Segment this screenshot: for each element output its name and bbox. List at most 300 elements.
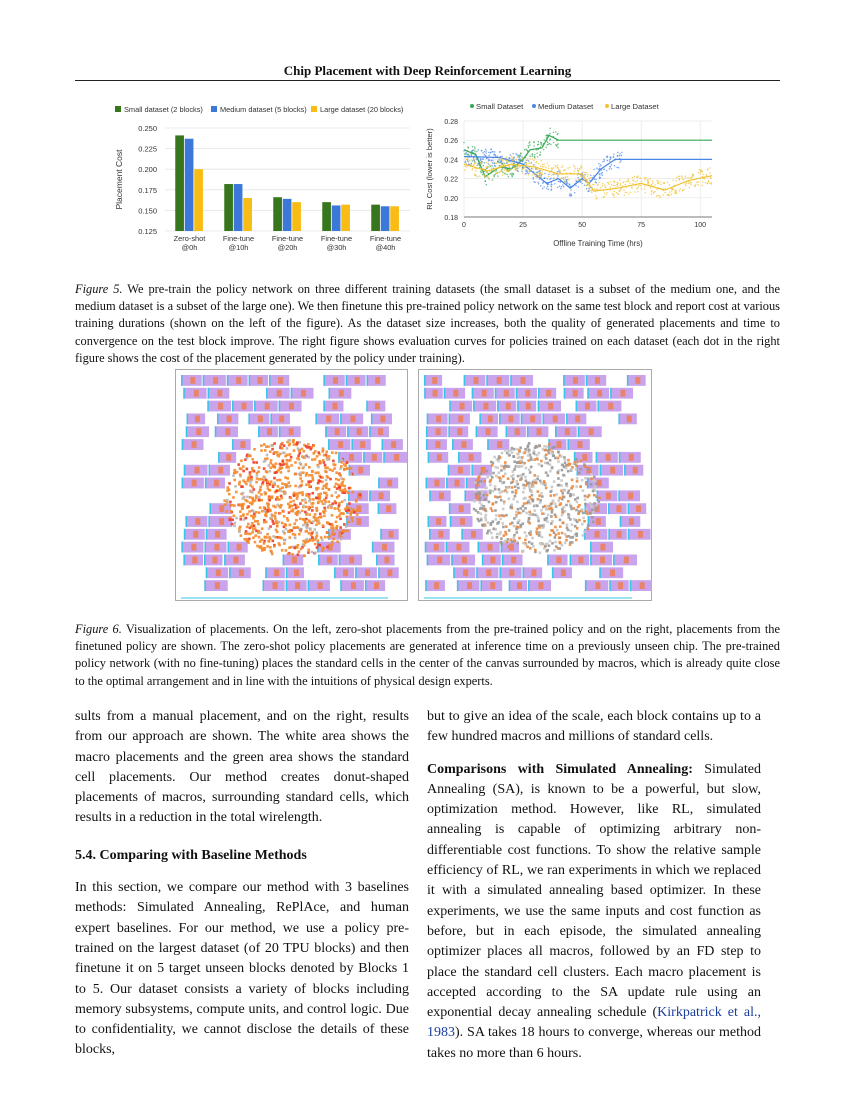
macro-pin: [213, 377, 218, 384]
scatter-point: [494, 151, 496, 153]
standard-cell: [489, 484, 492, 487]
standard-cell: [266, 533, 269, 536]
macro-pin-edge: [618, 490, 620, 501]
standard-cell: [478, 493, 481, 496]
scatter-point: [559, 170, 561, 172]
scatter-point: [619, 153, 621, 155]
standard-cell: [311, 505, 314, 508]
scatter-point: [463, 150, 465, 152]
scatter-point: [499, 151, 501, 153]
macro-pin: [526, 403, 531, 410]
macro-pin: [455, 480, 460, 487]
standard-cell: [564, 533, 567, 536]
macro-pin: [548, 403, 553, 410]
standard-cell: [524, 539, 527, 542]
macro-pin-edge: [338, 452, 340, 463]
scatter-point: [548, 174, 550, 176]
macro-pin-edge: [184, 529, 186, 540]
standard-cell: [270, 444, 273, 447]
scatter-point: [531, 154, 533, 156]
standard-cell: [554, 502, 557, 505]
scatter-point: [527, 145, 529, 147]
standard-cell: [303, 554, 306, 557]
scatter-point: [651, 193, 653, 195]
macro-pin: [521, 377, 526, 384]
scatter-point: [557, 175, 559, 177]
standard-cell: [266, 457, 269, 460]
macro-pin: [267, 428, 272, 435]
standard-cell: [495, 501, 498, 504]
standard-cell: [502, 475, 505, 478]
macro-pin: [594, 531, 599, 538]
standard-cell: [228, 482, 231, 485]
standard-cell: [479, 501, 482, 504]
standard-cell: [515, 511, 518, 514]
standard-cell: [584, 503, 587, 506]
standard-cell: [536, 457, 539, 460]
scatter-point: [611, 168, 613, 170]
scatter-point: [685, 177, 687, 179]
standard-cell: [325, 486, 328, 489]
macro-pin: [578, 557, 583, 564]
macro-pin: [217, 390, 222, 397]
figure5-caption-text: We pre-train the policy network on three different training datasets (the small dataset is a subset of the medium one, and the medium dataset is a subset of the large one). We then finetune this pre-trained policy network on the same test block and report cost at various training durations (shown on the left of the figure). As the dataset size increases, both the quality of generated placements and time to convergence on the test block improve. The right figure shows evaluation curves for policies trained on each dataset (each dot in the right figure shows the cost of the placement generated by the policy under training).: [75, 282, 780, 365]
standard-cell: [314, 543, 317, 546]
standard-cell: [308, 500, 311, 503]
scatter-point: [603, 169, 605, 171]
scatter-point: [501, 162, 503, 164]
macro-pin-edge: [486, 375, 488, 386]
x-tick-label: 100: [694, 222, 707, 229]
scatter-point: [699, 169, 701, 171]
standard-cell: [552, 455, 555, 458]
standard-cell: [267, 503, 270, 506]
standard-cell: [534, 509, 537, 512]
paragraph-text: ). SA takes 18 hours to converge, whereas our method takes no more than 6 hours.: [427, 1025, 761, 1061]
standard-cell: [246, 513, 249, 516]
macro-pin-edge: [590, 542, 592, 553]
standard-cell: [575, 458, 578, 461]
scatter-point: [537, 182, 539, 184]
scatter-point: [635, 181, 637, 183]
scatter-point: [614, 181, 616, 183]
scatter-point: [581, 183, 583, 185]
macro-pin-edge: [265, 567, 267, 578]
standard-cell: [344, 508, 347, 511]
macro-pin: [629, 454, 634, 461]
standard-cell: [229, 518, 232, 521]
standard-cell: [244, 499, 247, 502]
macro-pin: [273, 582, 278, 589]
macro-pin: [457, 428, 462, 435]
scatter-point: [557, 171, 559, 173]
standard-cell: [269, 450, 272, 453]
standard-cell: [322, 487, 325, 490]
standard-cell: [569, 530, 572, 533]
scatter-point: [551, 184, 553, 186]
standard-cell: [346, 516, 349, 519]
macro-pin-edge: [340, 413, 342, 424]
macro-pin-edge: [383, 452, 385, 463]
scatter-point: [637, 180, 639, 182]
standard-cell: [237, 463, 240, 466]
macro-pin-edge: [224, 555, 226, 566]
standard-cell: [484, 516, 487, 519]
standard-cell: [545, 457, 548, 460]
scatter-point: [624, 195, 626, 197]
standard-cell: [486, 476, 489, 479]
header-rule: [75, 80, 780, 81]
scatter-point: [533, 145, 535, 147]
standard-cell: [591, 509, 594, 512]
standard-cell: [559, 547, 562, 550]
scatter-point: [606, 170, 608, 172]
scatter-point: [492, 162, 494, 164]
standard-cell: [308, 493, 311, 496]
scatter-point: [685, 183, 687, 185]
macro-pin-edge: [323, 375, 325, 386]
macro-pin: [384, 557, 389, 564]
macro-pin: [436, 518, 441, 525]
standard-cell: [554, 541, 557, 544]
macro-pin-edge: [570, 555, 572, 566]
standard-cell: [336, 525, 339, 528]
standard-cell: [540, 509, 543, 512]
standard-cell: [503, 481, 506, 484]
standard-cell: [328, 488, 331, 491]
scatter-point: [678, 178, 680, 180]
scatter-point: [589, 182, 591, 184]
standard-cell: [288, 524, 291, 527]
standard-cell: [551, 542, 554, 545]
standard-cell: [525, 512, 528, 515]
macro-pin-edge: [427, 555, 429, 566]
macro-pin: [509, 569, 514, 576]
scatter-point: [528, 173, 530, 175]
standard-cell: [523, 502, 526, 505]
scatter-point: [708, 181, 710, 183]
scatter-point: [486, 167, 488, 169]
standard-cell: [303, 518, 306, 521]
standard-cell: [339, 517, 342, 520]
standard-cell: [296, 492, 299, 495]
series-line: [464, 164, 712, 191]
scatter-point: [474, 150, 476, 152]
zero-shot-placement-image: [175, 369, 408, 601]
scatter-point: [553, 132, 555, 134]
standard-cell: [332, 460, 335, 463]
scatter-point: [474, 146, 476, 148]
macro-pin: [387, 480, 392, 487]
standard-cell: [537, 520, 540, 523]
standard-cell: [529, 533, 532, 536]
standard-cell: [247, 523, 250, 526]
standard-cell: [494, 518, 497, 521]
standard-cell: [279, 467, 282, 470]
standard-cell: [554, 536, 557, 539]
macro-pin: [589, 428, 594, 435]
scatter-point: [678, 176, 680, 178]
macro-pin: [458, 467, 463, 474]
standard-cell: [293, 526, 296, 529]
standard-cell: [566, 485, 569, 488]
standard-cell: [343, 469, 346, 472]
standard-cell: [502, 526, 505, 529]
standard-cell: [243, 538, 246, 541]
scatter-point: [504, 169, 506, 171]
macro-pin-edge: [229, 567, 231, 578]
standard-cell: [492, 502, 495, 505]
scatter-point: [501, 155, 503, 157]
standard-cell: [579, 460, 582, 463]
macro-pin-edge: [347, 426, 349, 437]
standard-cell: [269, 550, 272, 553]
scatter-point: [547, 134, 549, 136]
scatter-point: [610, 186, 612, 188]
standard-cell: [517, 475, 520, 478]
standard-cell: [258, 496, 261, 499]
standard-cell: [517, 457, 520, 460]
scatter-point: [511, 165, 513, 167]
citation-link[interactable]: Kirkpatrick et al., 1983: [427, 1005, 761, 1041]
paragraph: [427, 760, 761, 1064]
standard-cell: [336, 496, 339, 499]
scatter-point: [525, 160, 527, 162]
macro-pin: [365, 569, 370, 576]
scatter-point: [617, 155, 619, 157]
standard-cell: [266, 454, 269, 457]
macro-pin-edge: [587, 388, 589, 399]
standard-cell: [536, 478, 539, 481]
scatter-point: [595, 179, 597, 181]
scatter-point: [598, 173, 600, 175]
scatter-point: [487, 176, 489, 178]
standard-cell: [332, 538, 335, 541]
standard-cell: [520, 474, 523, 477]
standard-cell: [316, 497, 319, 500]
standard-cell: [316, 531, 319, 534]
scatter-point: [610, 156, 612, 158]
standard-cell: [335, 478, 338, 481]
standard-cell: [306, 527, 309, 530]
macro-pin-edge: [249, 375, 251, 386]
macro-pin-edge: [227, 375, 229, 386]
standard-cell: [266, 484, 269, 487]
standard-cell: [538, 534, 541, 537]
standard-cell: [305, 506, 308, 509]
standard-cell: [302, 543, 305, 546]
scatter-point: [479, 175, 481, 177]
scatter-point: [647, 180, 649, 182]
macro-pin-edge: [428, 452, 430, 463]
standard-cell: [308, 446, 311, 449]
standard-cell: [340, 538, 343, 541]
standard-cell: [480, 480, 483, 483]
scatter-point: [626, 192, 628, 194]
scatter-point: [479, 167, 481, 169]
standard-cell: [259, 486, 262, 489]
macro-pin: [335, 428, 340, 435]
macro-pin-edge: [630, 580, 632, 591]
scatter-point: [508, 176, 510, 178]
macro-pin: [606, 454, 611, 461]
standard-cell: [308, 513, 311, 516]
scatter-point: [517, 156, 519, 158]
standard-cell: [510, 482, 513, 485]
standard-cell: [554, 457, 557, 460]
standard-cell: [534, 479, 537, 482]
scatter-point: [632, 177, 634, 179]
scatter-point: [554, 183, 556, 185]
scatter-point: [490, 161, 492, 163]
standard-cell: [475, 487, 478, 490]
standard-cell: [311, 509, 314, 512]
macro-pin-edge: [608, 529, 610, 540]
macro-pin-edge: [586, 375, 588, 386]
scatter-point: [548, 165, 550, 167]
standard-cell: [281, 482, 284, 485]
macro-pin: [596, 518, 601, 525]
scatter-point: [469, 160, 471, 162]
standard-cell: [507, 545, 510, 548]
standard-cell: [508, 454, 511, 457]
scatter-point: [538, 183, 540, 185]
standard-cell: [263, 506, 266, 509]
standard-cell: [486, 494, 489, 497]
standard-cell: [522, 542, 525, 545]
standard-cell: [528, 541, 531, 544]
y-tick-label: 0.26: [444, 138, 458, 146]
figure5-caption: [75, 281, 780, 367]
standard-cell: [539, 499, 542, 502]
standard-cell: [235, 491, 238, 494]
standard-cell: [504, 489, 507, 492]
scatter-point: [609, 166, 611, 168]
standard-cell: [264, 492, 267, 495]
standard-cell: [505, 514, 508, 517]
standard-cell: [521, 465, 524, 468]
standard-cell: [331, 514, 334, 517]
standard-cell: [285, 549, 288, 552]
macro-pin: [504, 390, 509, 397]
scatter-point: [586, 188, 588, 190]
standard-cell: [522, 473, 525, 476]
macro-pin-edge: [449, 503, 451, 514]
standard-cell: [510, 475, 513, 478]
scatter-point: [695, 184, 697, 186]
standard-cell: [524, 497, 527, 500]
standard-cell: [334, 502, 337, 505]
standard-cell: [348, 509, 351, 512]
standard-cell: [562, 474, 565, 477]
standard-cell: [263, 540, 266, 543]
scatter-point: [602, 172, 604, 174]
scatter-point: [464, 153, 466, 155]
standard-cell: [594, 485, 597, 488]
macro-pin: [640, 582, 645, 589]
macro-pin-edge: [369, 426, 371, 437]
scatter-point: [600, 187, 602, 189]
standard-cell: [311, 477, 314, 480]
standard-cell: [489, 492, 492, 495]
scatter-point: [623, 189, 625, 191]
standard-cell: [277, 455, 280, 458]
standard-cell: [340, 465, 343, 468]
standard-cell: [310, 534, 313, 537]
standard-cell: [256, 477, 259, 480]
macro-pin: [463, 569, 468, 576]
scatter-point: [487, 174, 489, 176]
standard-cell: [503, 515, 506, 518]
standard-cell: [339, 526, 342, 529]
legend-swatch: [211, 106, 217, 112]
standard-cell: [314, 551, 317, 554]
scatter-point: [507, 158, 509, 160]
standard-cell: [317, 466, 320, 469]
standard-cell: [245, 517, 248, 520]
standard-cell: [535, 445, 538, 448]
standard-cell: [331, 451, 334, 454]
macro-pin: [434, 480, 439, 487]
macro-pin-edge: [609, 580, 611, 591]
scatter-point: [533, 178, 535, 180]
macro-pin-edge: [208, 516, 210, 527]
standard-cell: [536, 475, 539, 478]
scatter-point: [549, 127, 551, 129]
standard-cell: [342, 512, 345, 515]
standard-cell: [511, 451, 514, 454]
macro-pin-edge: [499, 567, 501, 578]
standard-cell: [341, 530, 344, 533]
scatter-point: [663, 182, 665, 184]
standard-cell: [517, 453, 520, 456]
scatter-point: [522, 173, 524, 175]
bar: [283, 199, 292, 231]
scatter-point: [480, 158, 482, 160]
standard-cell: [545, 543, 548, 546]
scatter-point: [644, 179, 646, 181]
scatter-point: [686, 182, 688, 184]
scatter-point: [608, 182, 610, 184]
macro-pin: [575, 415, 580, 422]
standard-cell: [240, 468, 243, 471]
macro-pin-edge: [365, 580, 367, 591]
scatter-point: [667, 181, 669, 183]
scatter-point: [503, 164, 505, 166]
standard-cell: [489, 480, 492, 483]
standard-cell: [592, 511, 595, 514]
macro-pin-edge: [590, 555, 592, 566]
scatter-point: [514, 167, 516, 169]
paragraph-text: Simulated Annealing (SA), is known to be a powerful, but slow, optimization method. However, like RL, simulated annealing is capable of optimizing arbitrary non-differentiable cost functions. To show the relative sample efficiency of RL, we ran experiments in which we replaced it with a simulated annealing based optimizer. In these experiments, we use the same inputs and cost function as before, but in each episode, the simulated annealing optimizer places all macros, followed by an FD step to place the standard cell clusters. Each macro placement is accepted according to the SA update rule using an exponential decay annealing schedule (: [427, 761, 761, 1021]
standard-cell: [226, 510, 229, 513]
scatter-point: [485, 180, 487, 182]
standard-cell: [301, 499, 304, 502]
legend-swatch: [115, 106, 121, 112]
standard-cell: [308, 466, 311, 469]
standard-cell: [575, 532, 578, 535]
standard-cell: [306, 493, 309, 496]
standard-cell: [256, 474, 259, 477]
scatter-point: [524, 149, 526, 151]
standard-cell: [331, 543, 334, 546]
legend-marker: [605, 104, 609, 108]
x-tick-label: @30h: [326, 243, 347, 252]
macro-pin: [301, 390, 306, 397]
scatter-point: [489, 164, 491, 166]
standard-cell: [574, 461, 577, 464]
macro-pin: [434, 544, 439, 551]
